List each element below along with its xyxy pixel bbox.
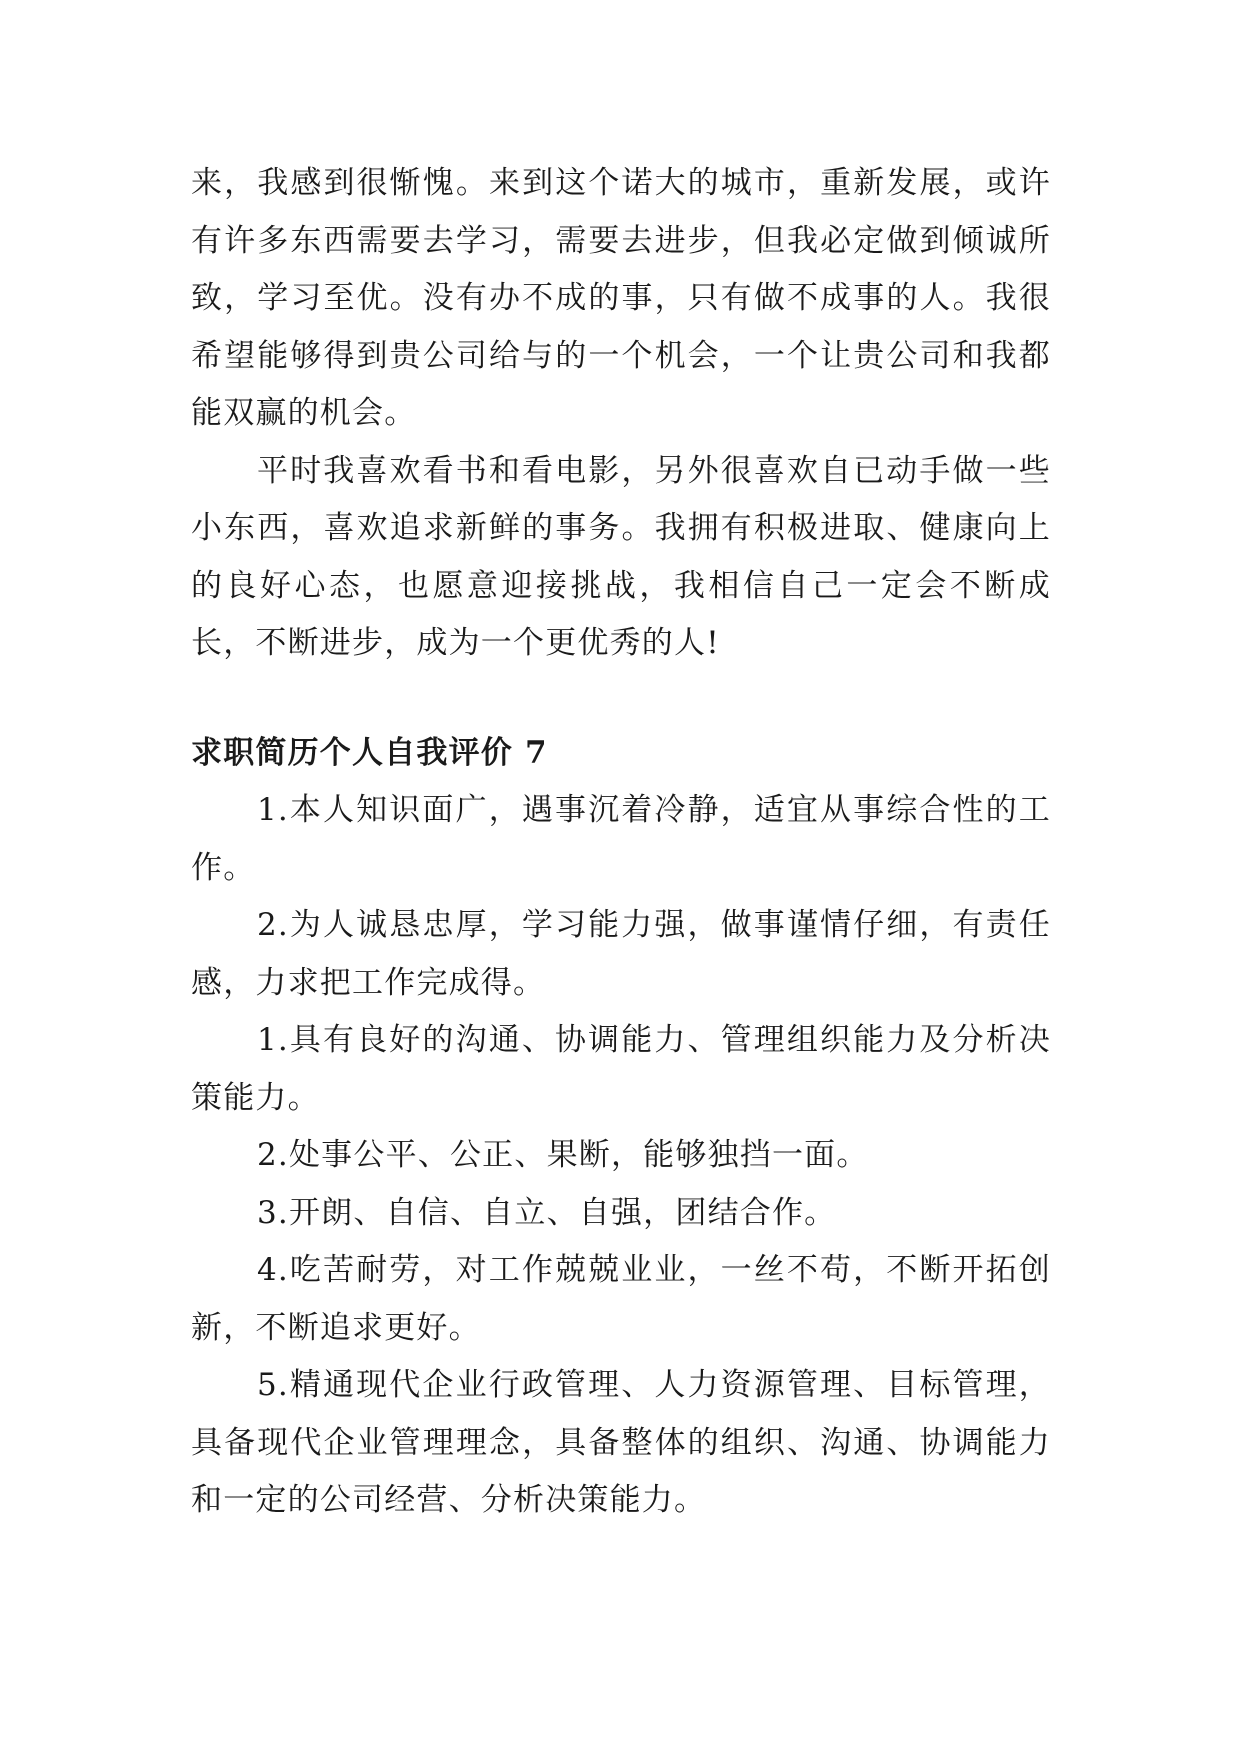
- paragraph: 来，我感到很惭愧。来到这个诺大的城市，重新发展，或许有许多东西需要去学习，需要去进步，但我必定做到倾诚所致，学习至优。没有办不成的事，只有做不成事的人。我很希望能够得到贵公司给与的一个机会，一个让贵公司和我都能双赢的机会。: [191, 165, 1051, 431]
- document-body: [191, 155, 1051, 1530]
- list-item: 2.为人诚恳忠厚，学习能力强，做事谨情仔细，有责任感，力求把工作完成得。: [191, 907, 1051, 1001]
- list-item: 1.具有良好的沟通、协调能力、管理组织能力及分析决策能力。: [191, 1022, 1051, 1116]
- list-item: 5.精通现代企业行政管理、人力资源管理、目标管理，具备现代企业管理理念，具备整体的组织、沟通、协调能力和一定的公司经营、分析决策能力。: [191, 1367, 1051, 1518]
- paragraph: 平时我喜欢看书和看电影，另外很喜欢自已动手做一些小东西，喜欢追求新鲜的事务。我拥有积极进取、健康向上的良好心态，也愿意迎接挑战，我相信自己一定会不断成长，不断进步，成为一个更优秀的人!: [191, 452, 1051, 661]
- list-item: 4.吃苦耐劳，对工作兢兢业业，一丝不苟，不断开拓创新，不断追求更好。: [191, 1252, 1051, 1346]
- section-title: 求职简历个人自我评价 7: [191, 734, 548, 771]
- list-item: 1.本人知识面广，遇事沉着冷静，适宜从事综合性的工作。: [191, 792, 1051, 886]
- list-item: 2.处事公平、公正、果断，能够独挡一面。: [257, 1137, 869, 1173]
- list-item: 3.开朗、自信、自立、自强，团结合作。: [257, 1194, 837, 1231]
